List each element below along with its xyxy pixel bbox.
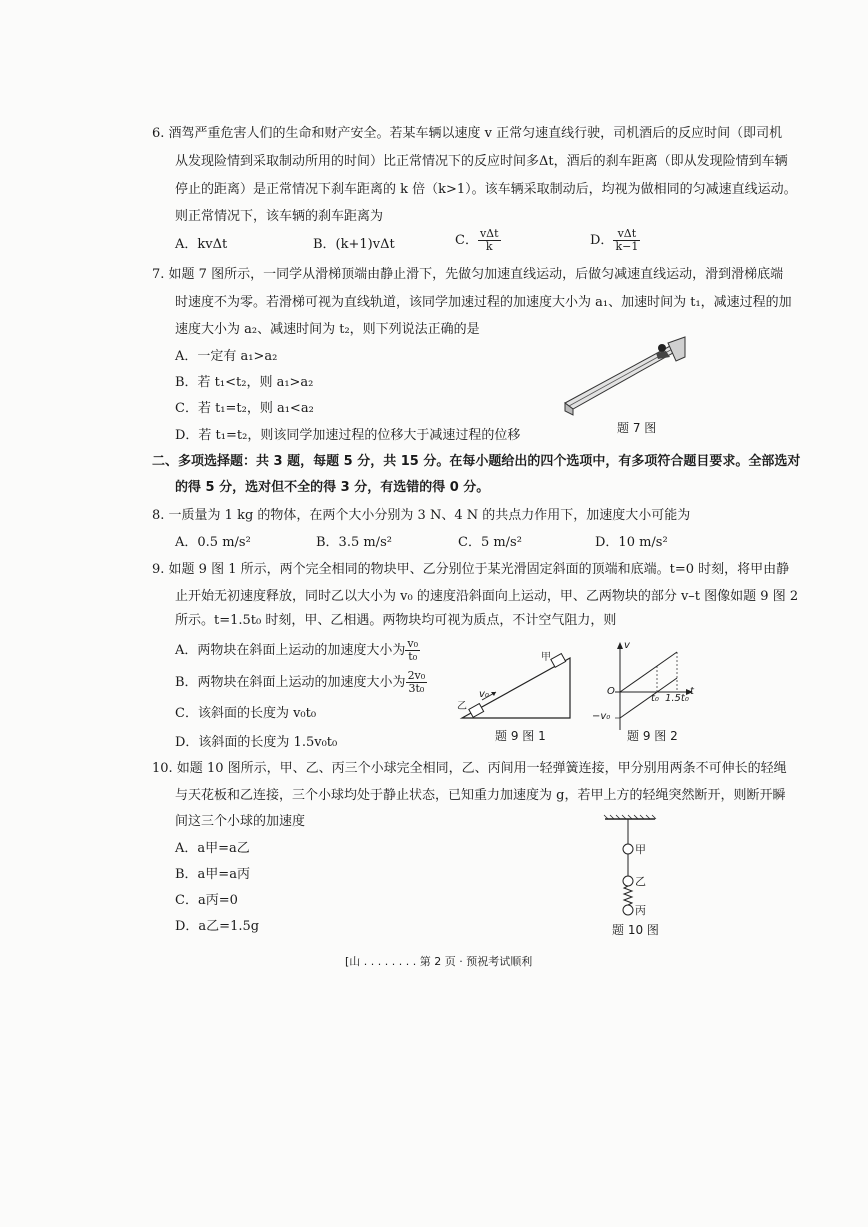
- q9-line3: 所示。t=1.5t₀ 时刻，甲、乙相遇。两物块均可视为质点，不计空气阻力，则: [175, 613, 617, 628]
- q10-label-bing: 丙: [635, 904, 646, 917]
- q10-option-a: A．a甲=a乙: [175, 841, 250, 856]
- q7-line3: 速度大小为 a₂、减速时间为 t₂，则下列说法正确的是: [175, 322, 480, 337]
- section2-line1: 二、多项选择题：共 3 题，每题 5 分，共 15 分。在每小题给出的四个选项中，有多项符合题目要求。全部选对: [152, 454, 801, 469]
- q9-fig2-origin: O: [607, 686, 615, 697]
- q10-line2: 与天花板和乙连接，三个小球均处于静止状态，已知重力加速度为 g，若甲上方的轻绳突然断开，则断开瞬: [175, 788, 786, 803]
- q8-option-b: B．3.5 m/s²: [316, 535, 392, 550]
- q10-option-d: D．a乙=1.5g: [175, 919, 260, 934]
- page-footer: [山 . . . . . . . . 第 2 页 · 预祝考试顺利: [345, 955, 533, 968]
- q9-fig1-jia: 甲: [541, 652, 551, 663]
- q8-option-c: C．5 m/s²: [458, 535, 522, 550]
- q6-option-c: C． $\frac{\text{vΔt}}{k}$: [455, 227, 499, 253]
- spring: [624, 886, 632, 905]
- q10-label-jia: 甲: [635, 843, 646, 856]
- q9-vt-graph: [605, 640, 695, 732]
- q10-caption: 题 10 图: [612, 923, 659, 937]
- q6-line2: 从发现险情到采取制动所用的时间）比正常情况下的反应时间多Δt，酒后的刹车距离（即从发现险情到车辆: [175, 154, 788, 169]
- q7-caption: 题 7 图: [617, 421, 657, 435]
- q10-option-c: C．a丙=0: [175, 893, 238, 908]
- q9-fig1-v0: v₀: [479, 689, 489, 700]
- q9-option-b: B．两物块在斜面上运动的加速度大小为 $\frac{\text{2v₀}}{\text{3t₀}}$: [175, 669, 426, 695]
- q7-option-b: B．若 t₁<t₂，则 a₁>a₂: [175, 375, 314, 390]
- ball-bing: [623, 905, 633, 915]
- block-jia: [551, 654, 566, 668]
- q9-fig1-yi: 乙: [457, 701, 467, 712]
- q9-fig2-neg-v0: −v₀: [592, 711, 611, 722]
- q7-option-d: D．若 t₁=t₂，则该同学加速过程的位移大于减速过程的位移: [175, 428, 521, 443]
- q7-option-c: C．若 t₁=t₂，则 a₁<a₂: [175, 401, 314, 416]
- q10-label-yi: 乙: [635, 875, 646, 888]
- q6-line3: 停止的距离）是正常情况下刹车距离的 k 倍（k>1）。该车辆采取制动后，均视为做相同的匀减速直线运动。: [175, 182, 797, 197]
- q7-line2: 时速度不为零。若滑梯可视为直线轨道，该同学加速过程的加速度大小为 a₁、加速时间为 t₁，减速过程的加: [175, 295, 792, 310]
- q10-option-b: B．a甲=a丙: [175, 867, 250, 882]
- q10-line3: 间这三个小球的加速度: [175, 814, 306, 829]
- q9-option-d: D．该斜面的长度为 1.5v₀t₀: [175, 735, 338, 750]
- q9-fig2-t: t: [690, 686, 694, 697]
- section2-line2: 的得 5 分，选对但不全的得 3 分，有选错的得 0 分。: [175, 480, 490, 495]
- line-jia: [620, 652, 677, 692]
- q6-option-b: B．(k+1)vΔt: [313, 237, 395, 252]
- block-yi: [469, 704, 484, 718]
- q7-line1: 7. 如题 7 图所示，一同学从滑梯顶端由静止滑下，先做匀加速直线运动，后做匀减速直线运动，滑到滑梯底端: [152, 267, 784, 282]
- slide-figure: [560, 335, 690, 420]
- q9-fig2-v: v: [624, 640, 630, 651]
- q6-option-d: D． $\frac{\text{vΔt}}{k-1}$: [590, 227, 639, 253]
- q8-option-d: D．10 m/s²: [595, 535, 668, 550]
- q10-balls-figure: [600, 815, 660, 921]
- q7-option-a: A．一定有 a₁>a₂: [175, 349, 278, 364]
- q9-fig2-caption: 题 9 图 2: [627, 729, 678, 743]
- q8-option-a: A．0.5 m/s²: [175, 535, 251, 550]
- ball-jia: [623, 844, 633, 854]
- q9-fig2-1.5t0: 1.5t₀: [665, 693, 689, 704]
- q9-line2: 止开始无初速度释放，同时乙以大小为 v₀ 的速度沿斜面向上运动，甲、乙两物块的部分 v–t 图像如题 9 图 2: [175, 589, 799, 604]
- q9-line1: 9. 如题 9 图 1 所示，两个完全相同的物块甲、乙分别位于某光滑固定斜面的顶端和底端。t=0 时刻，将甲由静: [152, 562, 790, 577]
- q8-line1: 8. 一质量为 1 kg 的物体，在两个大小分别为 3 N、4 N 的共点力作用下，加速度大小可能为: [152, 508, 691, 523]
- q6-option-a: A．kvΔt: [175, 237, 228, 252]
- ball-yi: [623, 876, 633, 886]
- q9-incline-figure: [452, 650, 582, 722]
- q6-line4: 则正常情况下，该车辆的刹车距离为: [175, 209, 384, 224]
- q6-line1: 6. 酒驾严重危害人们的生命和财产安全。若某车辆以速度 v 正常匀速直线行驶，司机酒后的反应时间（即司机: [152, 126, 783, 141]
- q9-fig2-t0: t₀: [651, 693, 659, 704]
- q9-option-c: C．该斜面的长度为 v₀t₀: [175, 706, 317, 721]
- q9-fig1-caption: 题 9 图 1: [495, 729, 546, 743]
- q9-option-a: A．两物块在斜面上运动的加速度大小为 $\frac{\text{v₀}}{\text{t₀}}$: [175, 637, 419, 663]
- q10-line1: 10. 如题 10 图所示，甲、乙、丙三个小球完全相同，乙、丙间用一轻弹簧连接，甲分别用两条不可伸长的轻绳: [152, 761, 787, 776]
